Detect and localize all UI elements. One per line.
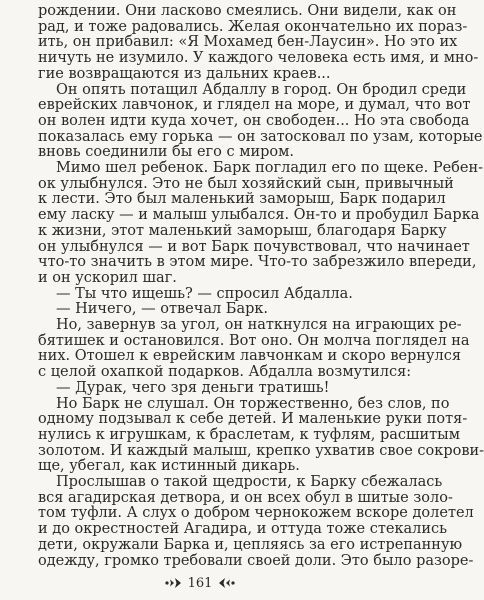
text-line: ить, он прибавил: «Я Мохамед бен-Лаусин». Но это их [38, 34, 458, 51]
text-line: нулись к игрушкам, к браслетам, к туфлям, расшитым [38, 426, 460, 443]
text-line: Мимо шел ребенок. Барк погладил его по щеке. Ребен- [56, 160, 484, 176]
page-footer [0, 573, 400, 593]
text-line: рождении. Они ласково смеялись. Они видели, как он [38, 3, 457, 19]
text-line: Но, завернув за угол, он наткнулся на играющих ре- [56, 317, 462, 333]
text-line: гие возвращаются из дальних краев... [38, 65, 331, 82]
text-line: бятишек и остановился. Вот оно. Он молча поглядел на [38, 332, 470, 349]
ornament-icon [164, 576, 182, 590]
text-line: них. Отошел к еврейским лавчонкам и скоро вернулся [38, 348, 462, 365]
text-line: золотом. И каждый малыш, крепко ухватив свое сокрови- [38, 442, 484, 459]
text-line: — Ничего, — отвечал Барк. [56, 301, 269, 318]
text-line: и он ускорил шаг. [38, 269, 177, 286]
text-line: и до окрестностей Агадира, и оттуда тоже стекались [38, 521, 448, 538]
text-line: еврейских лавчонок, и глядел на море, и думал, что вот [38, 97, 471, 114]
text-line: том туфли. А слух о добром чернокожем вскоре долетел [38, 505, 474, 522]
page-number: 161 [187, 575, 213, 591]
text-line: вся агадирская детвора, и он всех обул в шитые золо- [38, 489, 453, 506]
text-line: Прослышав о такой щедрости, к Барку сбежалась [56, 474, 443, 490]
text-line: одному подзывал к себе детей. И маленькие руки потя- [38, 411, 468, 428]
text-line: он волен идти куда хочет, он свободен... Но эта свобода [38, 112, 470, 129]
text-line: ок улыбнулся. Это не был хозяйский сын, привычный [38, 175, 454, 192]
text-line: одежду, громко требовали своей доли. Это было разоре- [38, 552, 474, 569]
text-line: ще, убегал, как истинный дикарь. [38, 458, 300, 475]
text-line: ничуть не изумило. У каждого человека есть имя, и мно- [38, 50, 479, 67]
text-line: он улыбнулся — и вот Барк почувствовал, что начинает [38, 238, 470, 255]
text-line: с целой охапкой подарков. Абдалла возмутился: [38, 364, 412, 381]
text-line: к жизни, этот маленький заморыш, благодаря Барку [38, 222, 447, 239]
text-line: вновь соединили бы его с миром. [38, 144, 295, 161]
text-line: Он опять потащил Абдаллу в город. Он бродил среди [56, 81, 467, 98]
text-line: рад, и тоже радовались. Желая окончательно их пораз- [38, 18, 468, 35]
text-line: к лести. Это был маленький заморыш, Барк подарил [38, 191, 446, 208]
text-line: дети, окружали Барка и, цепляясь за его истрепанную [38, 536, 463, 553]
text-line: — Ты что ищешь? — спросил Абдалла. [56, 285, 353, 302]
text-line: Но Барк не слушал. Он торжественно, без слов, по [56, 395, 450, 412]
ornament-icon [218, 576, 236, 590]
body-text [38, 2, 484, 572]
text-line: ему ласку — и малыш улыбался. Он-то и пробудил Барка [38, 207, 480, 224]
text-line: что-то значить в этом мире. Что-то забрезжило впереди, [38, 254, 477, 271]
text-line: показалась ему горька — он затосковал по узам, которые [38, 128, 483, 145]
text-line: — Дурак, чего зря деньги тратишь! [56, 379, 330, 396]
